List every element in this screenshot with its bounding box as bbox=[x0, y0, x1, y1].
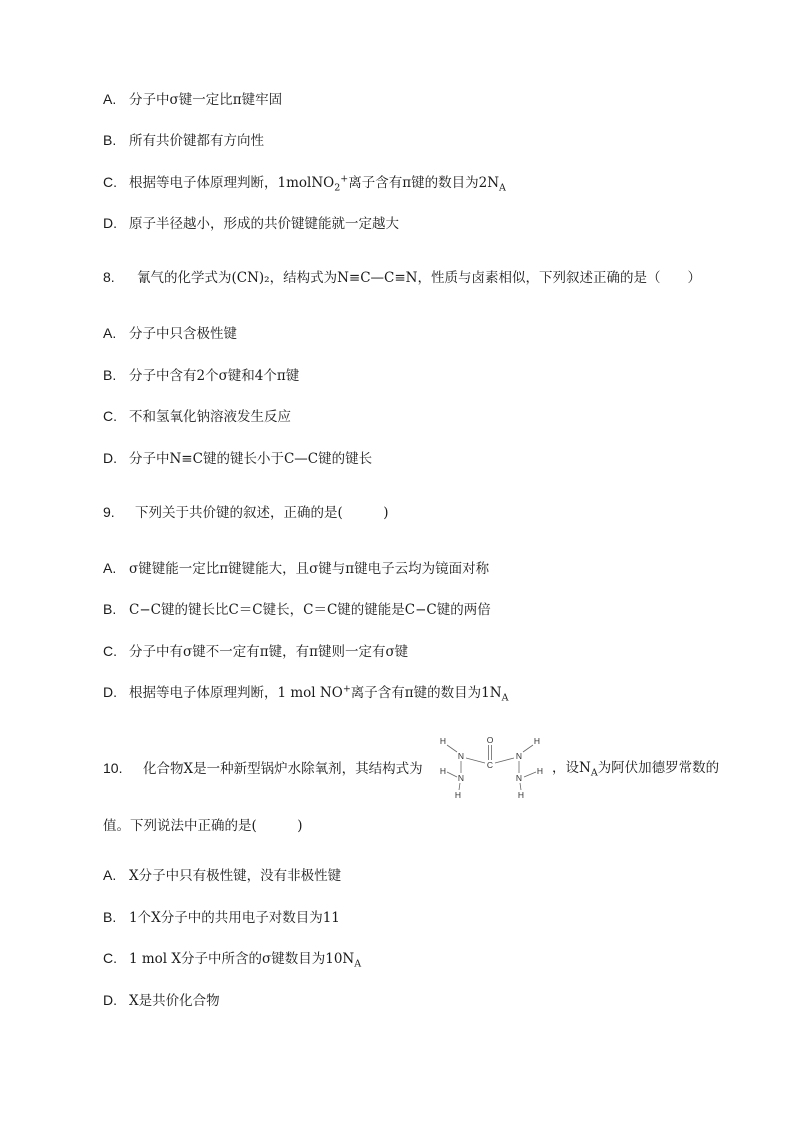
q10-option-a bbox=[103, 866, 341, 885]
bond-line bbox=[523, 745, 533, 752]
atom-n: N bbox=[515, 773, 523, 783]
bond-line bbox=[520, 783, 521, 790]
bond-line bbox=[466, 758, 485, 763]
atom-n: N bbox=[515, 751, 523, 761]
question-text: 下列关于共价键的叙述，正确的是( ) bbox=[135, 505, 389, 521]
q7-option-a bbox=[103, 90, 282, 109]
superscript: + bbox=[342, 683, 351, 695]
option-label: D. bbox=[103, 992, 117, 1008]
q8-option-a bbox=[103, 324, 237, 343]
option-label: C. bbox=[103, 643, 117, 659]
atom-c: C bbox=[486, 760, 494, 770]
option-text: 分子中有σ键不一定有π键，有π键则一定有σ键 bbox=[129, 644, 409, 660]
bond-line bbox=[524, 772, 536, 777]
option-text: 所有共价键都有方向性 bbox=[129, 133, 264, 149]
bond-line bbox=[447, 745, 457, 752]
option-text: 分子中N≡C键的键长小于C—C键的键长 bbox=[129, 451, 373, 467]
option-label: A. bbox=[103, 325, 117, 341]
question-number: 9. bbox=[103, 504, 115, 520]
q8-option-b bbox=[103, 366, 299, 385]
option-text: 根据等电子体原理判断，1 mol NO bbox=[129, 685, 343, 701]
q7-option-c bbox=[103, 173, 506, 192]
option-text: 不和氢氧化钠溶液发生反应 bbox=[129, 409, 291, 425]
q10-option-d bbox=[103, 991, 220, 1010]
q9-option-b bbox=[103, 600, 491, 619]
option-text: 离子含有π键的数目为2N bbox=[348, 175, 500, 191]
option-text: 1个X分子中的共用电子对数目为11 bbox=[129, 910, 340, 926]
option-text: C−C键的键长比C＝C键长，C＝C键的键能是C−C键的两倍 bbox=[129, 602, 491, 618]
option-text: 原子半径越小，形成的共价键键能就一定越大 bbox=[129, 216, 399, 232]
q9-option-c bbox=[103, 642, 408, 661]
bond-line bbox=[447, 772, 457, 777]
option-label: D. bbox=[103, 684, 117, 700]
option-label: B. bbox=[103, 132, 117, 148]
question-number: 10. bbox=[103, 760, 123, 776]
bond-line bbox=[459, 783, 460, 790]
option-label: D. bbox=[103, 215, 117, 231]
option-label: A. bbox=[103, 560, 117, 576]
atom-n: N bbox=[457, 773, 465, 783]
q9-option-d bbox=[103, 683, 508, 702]
subscript: A bbox=[590, 767, 598, 779]
option-text: 分子中σ键一定比π键牢固 bbox=[129, 92, 283, 108]
question-text: 化合物X是一种新型锅炉水除氧剂，其结构式为 bbox=[143, 761, 423, 777]
option-label: B. bbox=[103, 367, 117, 383]
subscript: 2 bbox=[334, 182, 341, 194]
option-text: 分子中只含极性键 bbox=[129, 326, 237, 342]
subscript: A bbox=[501, 692, 509, 704]
option-label: C. bbox=[103, 950, 117, 966]
option-label: D. bbox=[103, 450, 117, 466]
molecular-structure bbox=[436, 732, 546, 802]
q10-stem-continued bbox=[552, 759, 719, 777]
q8-option-c bbox=[103, 407, 291, 426]
option-text: σ键键能一定比π键键能大，且σ键与π键电子云均为镜面对称 bbox=[129, 561, 490, 577]
question-text: 为阿伏加德罗常数的 bbox=[597, 760, 720, 776]
q8-stem bbox=[103, 268, 701, 287]
option-label: A. bbox=[103, 867, 117, 883]
atom-h: H bbox=[454, 790, 462, 800]
atom-n: N bbox=[457, 751, 465, 761]
option-text: 分子中含有2个σ键和4个π键 bbox=[129, 368, 300, 384]
atom-h: H bbox=[439, 736, 447, 746]
option-label: B. bbox=[103, 909, 117, 925]
subscript: A bbox=[354, 958, 362, 970]
question-text: 氰气的化学式为(CN)₂，结构式为N≡C—C≡N，性质与卤素相似，下列叙述正确的是（ ） bbox=[137, 270, 701, 286]
subscript: A bbox=[499, 182, 506, 194]
q10-option-b bbox=[103, 908, 340, 927]
q10-stem bbox=[103, 759, 423, 778]
q7-option-d bbox=[103, 214, 399, 233]
option-text: 根据等电子体原理判断，1molNO bbox=[129, 175, 335, 191]
q7-option-b bbox=[103, 131, 264, 150]
option-text: X是共价化合物 bbox=[129, 993, 220, 1009]
q9-option-a bbox=[103, 559, 489, 578]
option-label: B. bbox=[103, 601, 117, 617]
option-text: X分子中只有极性键，没有非极性键 bbox=[129, 868, 342, 884]
q8-option-d bbox=[103, 449, 372, 468]
question-number: 8. bbox=[103, 269, 115, 285]
option-label: A. bbox=[103, 91, 117, 107]
atom-h: H bbox=[517, 790, 525, 800]
atom-h: H bbox=[533, 736, 541, 746]
option-label: C. bbox=[103, 174, 117, 190]
q9-stem bbox=[103, 503, 389, 522]
option-label: C. bbox=[103, 408, 117, 424]
option-text: 离子含有π键的数目为1N bbox=[350, 685, 502, 701]
bond-line bbox=[495, 758, 514, 763]
superscript: + bbox=[340, 173, 349, 185]
option-text: 1 mol X分子中所含的σ键数目为10N bbox=[129, 951, 355, 967]
atom-h: H bbox=[439, 766, 447, 776]
question-text: ，设N bbox=[552, 760, 591, 776]
atom-h: H bbox=[536, 766, 544, 776]
q10-stem-line2 bbox=[103, 817, 303, 835]
atom-o: O bbox=[486, 735, 494, 745]
q10-option-c bbox=[103, 949, 361, 968]
question-text: 值。下列说法中正确的是( ) bbox=[103, 818, 303, 834]
